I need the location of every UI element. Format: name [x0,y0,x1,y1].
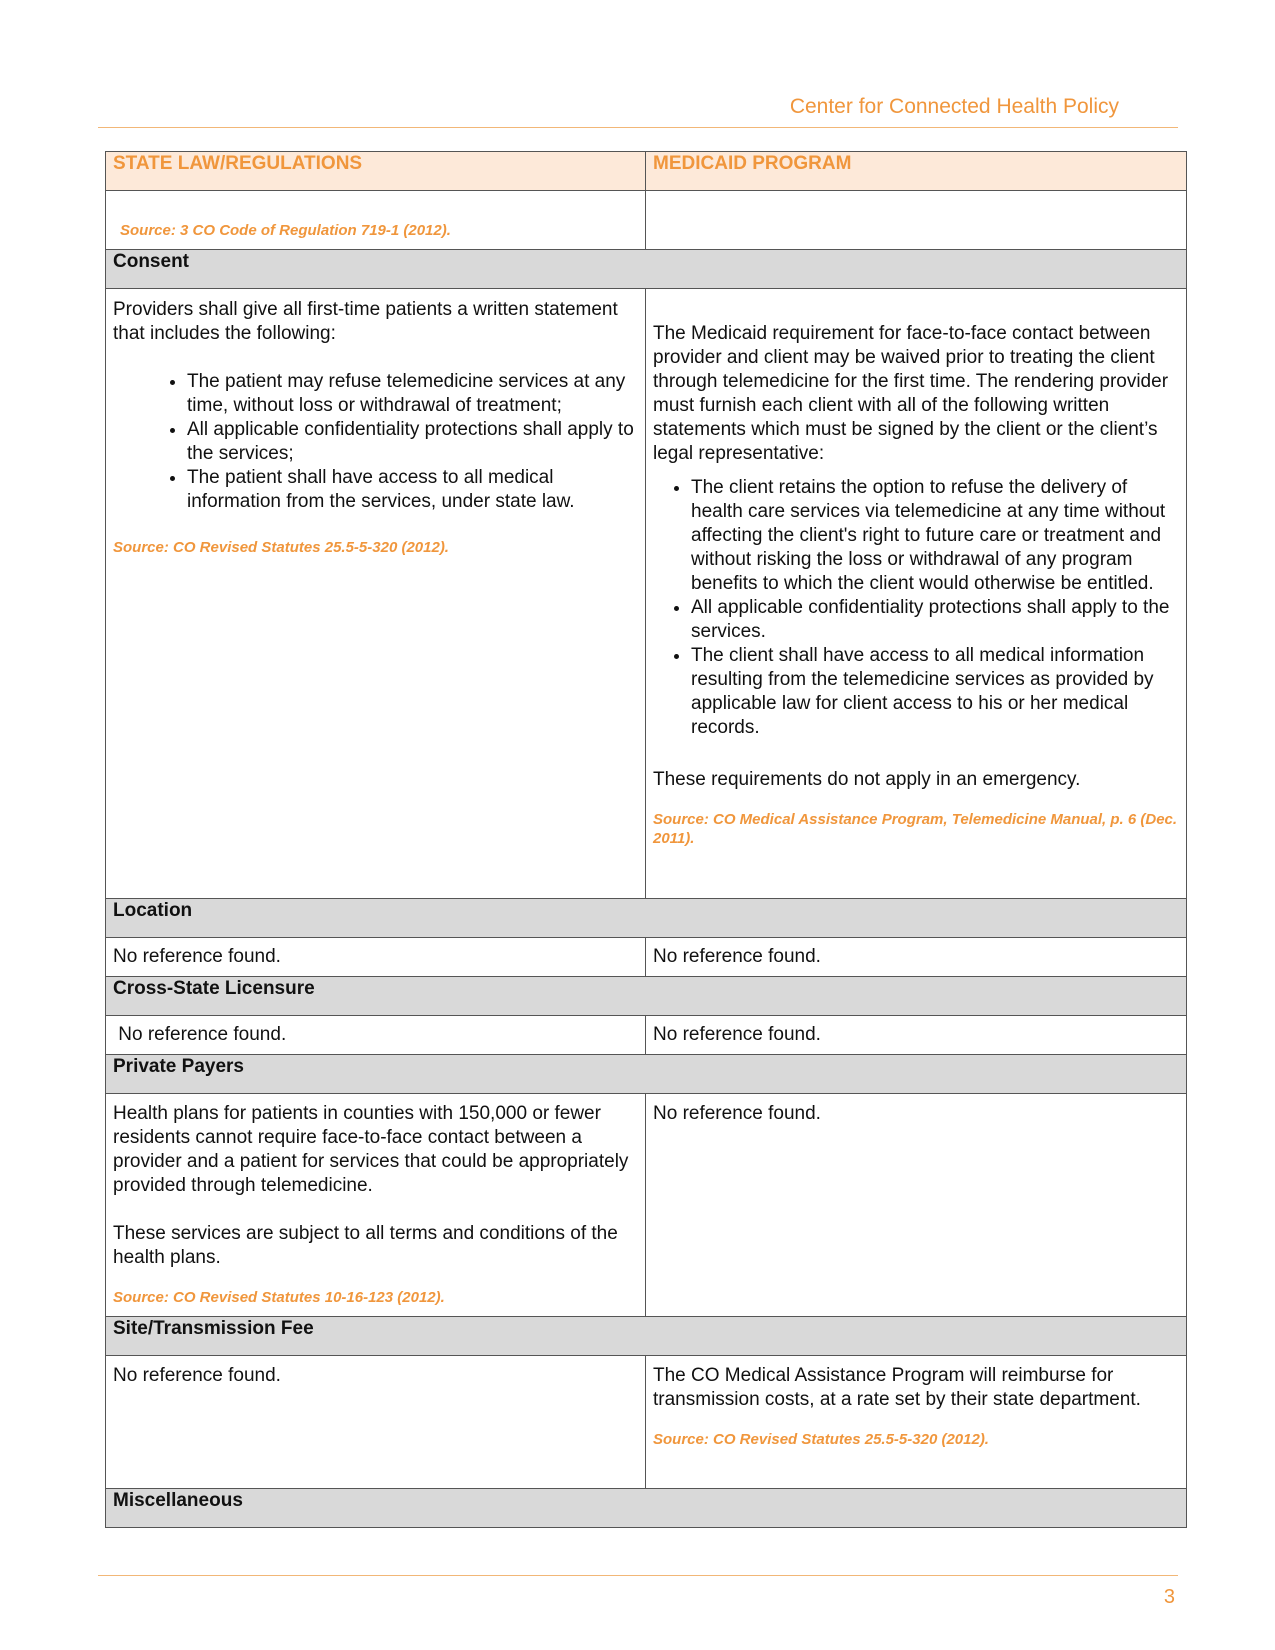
consent-state-law-cell [106,289,646,899]
source-citation: Source: CO Medical Assistance Program, Telemedicine Manual, p. 6 (Dec. 2011). [653,811,1178,847]
consent-medicaid-intro: The Medicaid requirement for face-to-face contact between provider and client may be waived prior to treating the client through telemedicine for the first time. The rendering provider must furnish each client with all of the following written statements which must be signed by the client or the client’s legal representative: [653,323,1169,464]
section-header-private-payers: Private Payers [106,1055,1187,1094]
section-header-licensure: Cross-State Licensure [106,977,1187,1016]
private-payers-medicaid-cell: No reference found. [646,1094,1187,1317]
consent-medicaid-cell [646,289,1187,899]
footer-rule [98,1575,1178,1576]
source-citation: Source: CO Revised Statutes 25.5-5-320 (2012). [113,539,449,556]
list-item: • The client shall have access to all medical information resulting from the telemedicine services as provided by applicable law for client access to his or her medical records. [691,644,1179,740]
list-item: • The patient shall have access to all medical information from the services, under state law. [187,466,638,514]
list-item: • All applicable confidentiality protections shall apply to the services. [691,596,1179,644]
section-header-location: Location [106,899,1187,938]
table-row [106,1094,1187,1317]
table-row [106,938,1187,977]
location-state-law-cell: No reference found. [106,938,646,977]
private-payers-paragraph: These services are subject to all terms and conditions of the health plans. [113,1223,618,1268]
table-row [106,191,1187,250]
table-row [106,1016,1187,1055]
licensure-medicaid-cell: No reference found. [646,1016,1187,1055]
licensure-state-law-cell: No reference found. [106,1016,646,1055]
list-item: • All applicable confidentiality protections shall apply to the services; [187,418,638,466]
site-fee-state-law-cell: No reference found. [106,1356,646,1489]
policy-table [105,151,1187,1528]
source-citation: Source: CO Revised Statutes 25.5-5-320 (2012). [653,1431,989,1448]
location-medicaid-cell: No reference found. [646,938,1187,977]
source-citation: Source: CO Revised Statutes 10-16-123 (2012). [113,1289,445,1306]
site-fee-medicaid-cell [646,1356,1187,1489]
section-header-site-fee: Site/Transmission Fee [106,1317,1187,1356]
source-citation: Source: 3 CO Code of Regulation 719-1 (2012). [120,222,451,239]
column-header-medicaid: MEDICAID PROGRAM [646,152,1187,191]
section-header-miscellaneous: Miscellaneous [106,1489,1187,1528]
consent-medicaid-list [653,476,1179,740]
private-payers-state-law-cell [106,1094,646,1317]
site-fee-paragraph: The CO Medical Assistance Program will reimburse for transmission costs, at a rate set by their state department. [653,1365,1141,1410]
header-rule [98,127,1178,128]
column-header-row [106,152,1187,191]
consent-state-law-list [113,370,638,514]
header-title: Center for Connected Health Policy [789,95,1119,118]
consent-intro: Providers shall give all first-time patients a written statement that includes the following: [113,299,618,344]
column-header-state-law: STATE LAW/REGULATIONS [106,152,646,191]
consent-emergency-note: These requirements do not apply in an emergency. [653,769,1081,790]
section-header-consent: Consent [106,250,1187,289]
table-row [106,1356,1187,1489]
table-row [106,289,1187,899]
list-item: • The patient may refuse telemedicine services at any time, without loss or withdrawal of treatment; [187,370,638,418]
page-number: 3 [1163,1586,1175,1608]
list-item: • The client retains the option to refuse the delivery of health care services via telemedicine at any time without affecting the client's right to future care or treatment and without risking the loss or withdrawal of any program benefits to which the client would otherwise be entitled. [691,476,1179,596]
private-payers-paragraph: Health plans for patients in counties with 150,000 or fewer residents cannot require face-to-face contact between a provider and a patient for services that could be appropriately provided through telemedicine. [113,1103,629,1196]
